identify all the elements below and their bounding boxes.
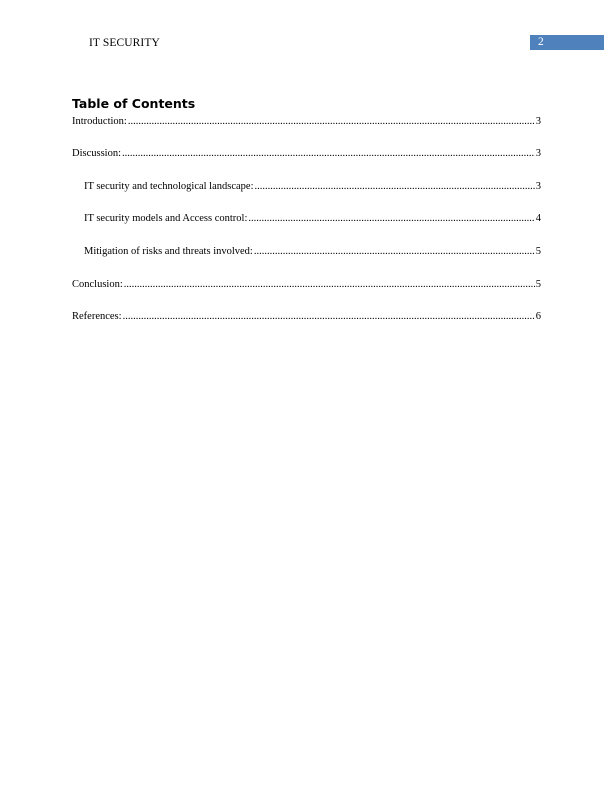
toc-entry-label: Discussion: xyxy=(72,148,122,159)
toc-dot-leader xyxy=(128,115,535,129)
toc-dot-leader xyxy=(124,278,535,292)
toc-entry-page: 5 xyxy=(535,246,541,257)
toc-entry-landscape[interactable] xyxy=(84,180,541,194)
toc-entry-page: 3 xyxy=(535,148,541,159)
toc-entry-page: 4 xyxy=(535,213,541,224)
toc-title: Table of Contents xyxy=(72,96,196,111)
page-number-box xyxy=(530,35,604,50)
toc-entry-label: Conclusion: xyxy=(72,279,123,290)
toc-entry-page: 3 xyxy=(535,116,541,127)
toc-entry-references[interactable] xyxy=(72,310,541,324)
toc-dot-leader xyxy=(123,310,535,324)
toc-dot-leader xyxy=(254,245,535,259)
running-head: IT SECURITY xyxy=(89,37,160,49)
toc-entry-label: IT security and technological landscape: xyxy=(84,181,254,192)
toc-dot-leader xyxy=(122,147,535,161)
toc-dot-leader xyxy=(248,212,534,226)
toc-entry-label: Introduction: xyxy=(72,116,127,127)
toc-entry-introduction[interactable] xyxy=(72,115,541,129)
toc-entry-page: 6 xyxy=(535,311,541,322)
toc-entry-conclusion[interactable] xyxy=(72,278,541,292)
toc-entry-discussion[interactable] xyxy=(72,147,541,161)
page-number: 2 xyxy=(538,36,544,48)
toc-entry-access-control[interactable] xyxy=(84,212,541,226)
toc-dot-leader xyxy=(255,180,535,194)
toc-entry-label: Mitigation of risks and threats involved: xyxy=(84,246,253,257)
toc-entry-page: 5 xyxy=(535,279,541,290)
toc-entry-page: 3 xyxy=(535,181,541,192)
toc-entry-label: IT security models and Access control: xyxy=(84,213,248,224)
toc-entry-label: References: xyxy=(72,311,122,322)
toc-entry-mitigation[interactable] xyxy=(84,245,541,259)
